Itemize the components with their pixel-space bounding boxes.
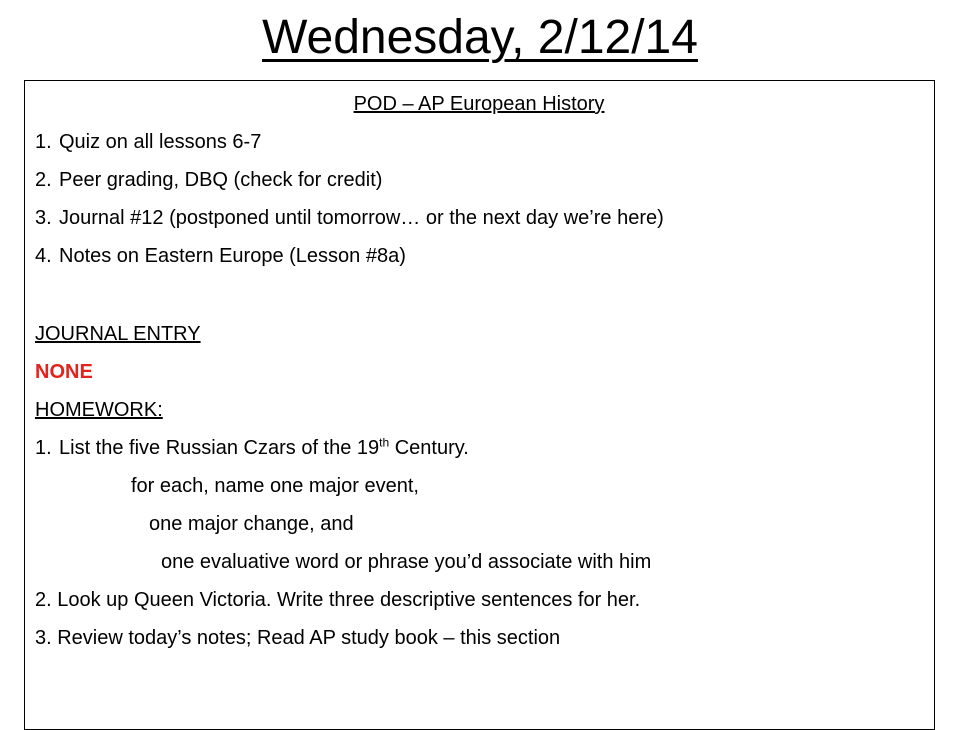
slide-title: Wednesday, 2/12/14 <box>262 11 698 64</box>
pod-item-3-number: 3. <box>35 207 52 229</box>
content-box <box>24 80 935 730</box>
hw1-number: 1. <box>35 437 52 459</box>
hw1-superscript: th <box>379 435 390 450</box>
hw3-text: 3. Review today’s notes; Read AP study book – this section <box>35 627 561 649</box>
pod-item-1-number: 1. <box>35 131 52 153</box>
hw2-text: 2. Look up Queen Victoria. Write three descriptive sentences for her. <box>35 589 641 611</box>
hw1-text-after: Century. <box>389 437 469 459</box>
pod-item-2: Peer grading, DBQ (check for credit) <box>59 169 383 191</box>
pod-item-2-number: 2. <box>35 169 52 191</box>
hw1-text-before: List the five Russian Czars of the 19 <box>59 437 380 459</box>
hw1-sub-line-3: one evaluative word or phrase you’d associate with him <box>161 551 652 573</box>
hw1-text <box>59 435 469 461</box>
pod-item-4: Notes on Eastern Europe (Lesson #8a) <box>59 245 406 267</box>
pod-item-3: Journal #12 (postponed until tomorrow… or the next day we’re here) <box>59 207 664 229</box>
hw1-sub-line-2: one major change, and <box>149 513 354 535</box>
pod-item-1: Quiz on all lessons 6-7 <box>59 131 262 153</box>
journal-heading: JOURNAL ENTRY <box>35 323 201 345</box>
hw1-sub-line-1: for each, name one major event, <box>131 475 419 497</box>
journal-value: NONE <box>35 361 93 383</box>
homework-heading: HOMEWORK: <box>35 399 163 421</box>
pod-item-4-number: 4. <box>35 245 52 267</box>
pod-heading: POD – AP European History <box>353 93 605 115</box>
